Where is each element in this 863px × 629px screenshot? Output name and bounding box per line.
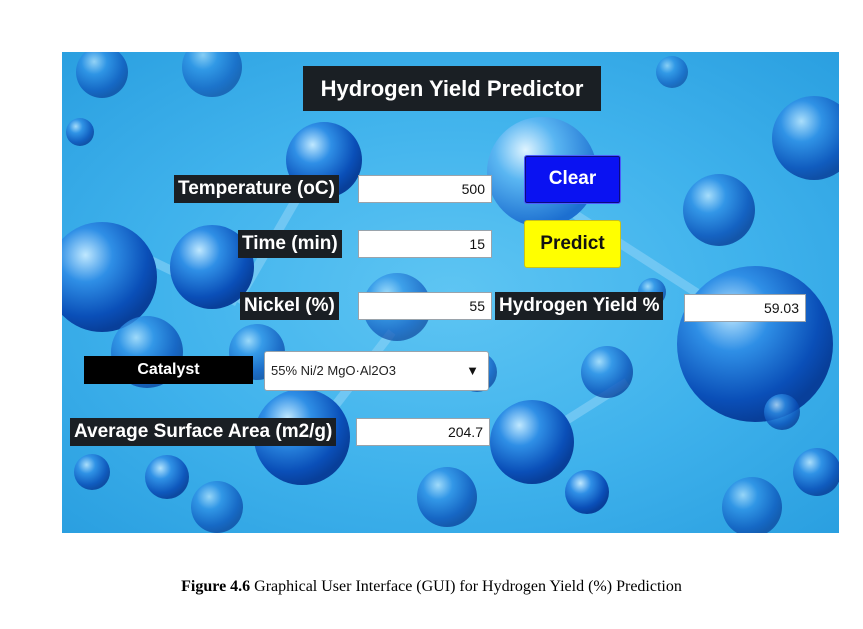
- hydrogen-yield-output: 59.03: [684, 294, 806, 322]
- nickel-input[interactable]: 55: [358, 292, 492, 320]
- temperature-input[interactable]: 500: [358, 175, 492, 203]
- clear-button[interactable]: Clear: [524, 155, 621, 204]
- catalyst-select[interactable]: [264, 351, 489, 391]
- app-title: Hydrogen Yield Predictor: [303, 66, 601, 111]
- surface-area-input[interactable]: 204.7: [356, 418, 490, 446]
- app-window: [62, 52, 839, 533]
- temperature-label: Temperature (oC): [174, 175, 339, 203]
- nickel-label: Nickel (%): [240, 292, 339, 320]
- catalyst-selected-value: 55% Ni/2 MgO·Al2O3: [271, 363, 396, 378]
- predict-button[interactable]: Predict: [524, 220, 621, 268]
- figure-caption: [0, 578, 863, 596]
- surface-area-label: Average Surface Area (m2/g): [70, 418, 336, 446]
- figure-number: Figure 4.6: [181, 578, 251, 595]
- dropdown-arrow-icon: ▼: [466, 363, 479, 378]
- catalyst-label: Catalyst: [84, 356, 253, 384]
- time-label: Time (min): [238, 230, 342, 258]
- figure-caption-text: Graphical User Interface (GUI) for Hydrogen Yield (%) Prediction: [250, 578, 682, 595]
- time-input[interactable]: 15: [358, 230, 492, 258]
- hydrogen-yield-label: Hydrogen Yield %: [495, 292, 663, 320]
